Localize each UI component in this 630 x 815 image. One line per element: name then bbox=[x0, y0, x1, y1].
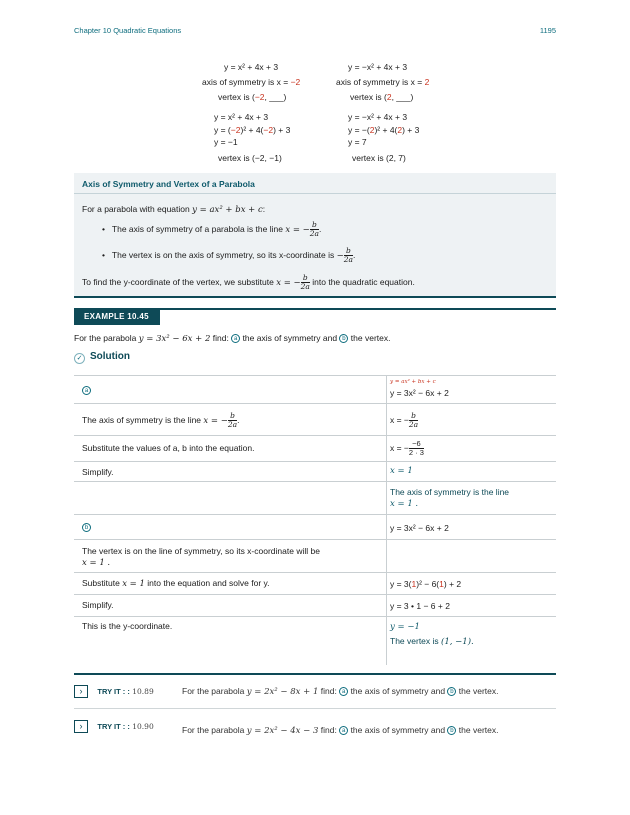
example-label: EXAMPLE 10.45 bbox=[74, 308, 160, 325]
definition-bullet-vertex: • The vertex is on the axis of symmetry, so its x-coordinate is − $\frac{b}{2a}$ . bbox=[102, 246, 356, 264]
prelude-left-axis: axis of symmetry is x = −2 bbox=[202, 77, 301, 87]
prelude-left-sub2: y = (−2)² + 4(−2) + 3 bbox=[214, 124, 291, 135]
solution-row-vertex-x: The vertex is on the line of symmetry, so its x-coordinate will be x = 1 . bbox=[74, 539, 556, 572]
solution-row-simplify-b: Simplify. y = 3 • 1 − 6 + 2 bbox=[74, 594, 556, 616]
solution-row-a-header: a y = ax² + bx + c y = 3x² − 6x + 2 bbox=[74, 375, 556, 403]
example-rule bbox=[160, 308, 556, 310]
prelude-right-axis: axis of symmetry is x = 2 bbox=[336, 77, 430, 87]
part-a-marker: a bbox=[339, 687, 348, 696]
prelude-left-sub1: y = x² + 4x + 3 bbox=[214, 112, 269, 122]
part-b-marker: b bbox=[339, 334, 348, 343]
page-number: 1195 bbox=[539, 26, 556, 35]
bullet-glyph: • bbox=[102, 223, 105, 234]
prelude-right-vertex: vertex is (2, ___) bbox=[350, 92, 414, 102]
try-it-prompt: For the parabola y = 2x² − 8x + 1 find: a the axis of symmetry and b the vertex. bbox=[182, 686, 499, 697]
try-it-10-90: › TRY IT : : 10.90 For the parabola y = 2x² − 4x − 3 find: a the axis of symmetry and b the vertex. bbox=[74, 720, 154, 733]
definition-bullet-axis: • The axis of symmetry of a parabola is the line x = − $\frac{b}{2a}$ . bbox=[102, 220, 322, 238]
prelude-right-eq: y = −x² + 4x + 3 bbox=[348, 62, 408, 72]
expand-chevron-icon[interactable]: › bbox=[74, 720, 88, 733]
solution-row-y-coordinate: This is the y-coordinate. y = −1 The vertex is (1, −1). bbox=[74, 616, 556, 656]
prelude-right-sub2: y = −(2)² + 4(2) + 3 bbox=[348, 124, 420, 135]
try-it-10-89: › TRY IT : : 10.89 For the parabola y = 2x² − 8x + 1 find: a the axis of symmetry and b the vertex. bbox=[74, 685, 154, 698]
example-end-rule bbox=[74, 673, 556, 675]
expand-chevron-icon[interactable]: › bbox=[74, 685, 88, 698]
running-header bbox=[74, 26, 556, 38]
definition-box bbox=[74, 173, 556, 298]
solution-row-substitute-x: Substitute x = 1 into the equation and solve for y. y = 3(1)² − 6(1) + 2 bbox=[74, 572, 556, 594]
prelude-left-vertex: vertex is (−2, ___) bbox=[218, 92, 287, 102]
prelude-left-work bbox=[214, 111, 290, 164]
prelude-right-sub1: y = −x² + 4x + 3 bbox=[348, 112, 408, 122]
definition-conclusion: To find the y-coordinate of the vertex, we substitute x = − $\frac{b}{2a}$ into the quadratic equation. bbox=[82, 273, 415, 291]
solution-row-axis-answer: The axis of symmetry is the line x = 1 . bbox=[74, 481, 556, 514]
definition-intro: For a parabola with equation y = ax² + bx + c: bbox=[82, 204, 266, 215]
try-it-prompt: For the parabola y = 2x² − 4x − 3 find: a the axis of symmetry and b the vertex. bbox=[182, 725, 499, 736]
part-b-marker: b bbox=[82, 523, 91, 532]
definition-divider bbox=[74, 193, 556, 194]
solution-heading: ✓ Solution bbox=[74, 351, 130, 364]
solution-row-axis-formula: The axis of symmetry is the line x = − $\frac{b}{2a}$ . x = − $\frac{b}{2a}$ bbox=[74, 403, 556, 435]
prelude-left-vertex-final: vertex is (−2, −1) bbox=[218, 152, 282, 163]
part-a-marker: a bbox=[231, 334, 240, 343]
prelude-right-sub3: y = 7 bbox=[348, 137, 367, 147]
chapter-title: Chapter 10 Quadratic Equations bbox=[74, 26, 182, 35]
check-icon: ✓ bbox=[74, 353, 85, 364]
solution-row-simplify-a: Simplify. x = 1 bbox=[74, 461, 556, 481]
part-a-marker: a bbox=[82, 386, 91, 395]
try-it-divider bbox=[74, 708, 556, 709]
example-statement: For the parabola y = 3x² − 6x + 2 find: a the axis of symmetry and b the vertex. bbox=[74, 333, 391, 344]
prelude-left-top bbox=[202, 60, 300, 105]
definition-title: Axis of Symmetry and Vertex of a Parabola bbox=[82, 179, 255, 189]
solution-row-substitute: Substitute the values of a, b into the equation. x = − $\frac{-6}{2 \cdot 3}$ bbox=[74, 435, 556, 461]
prelude-right-work bbox=[348, 111, 419, 164]
prelude-right-top bbox=[336, 60, 429, 105]
bullet-glyph: • bbox=[102, 249, 105, 260]
prelude-left-eq: y = x² + 4x + 3 bbox=[224, 62, 279, 72]
part-b-marker: b bbox=[447, 687, 456, 696]
prelude-right-vertex-final: vertex is (2, 7) bbox=[352, 152, 406, 163]
prelude-left-sub3: y = −1 bbox=[214, 137, 238, 147]
part-a-marker: a bbox=[339, 726, 348, 735]
solution-row-b-header: b y = 3x² − 6x + 2 bbox=[74, 514, 556, 539]
part-b-marker: b bbox=[447, 726, 456, 735]
